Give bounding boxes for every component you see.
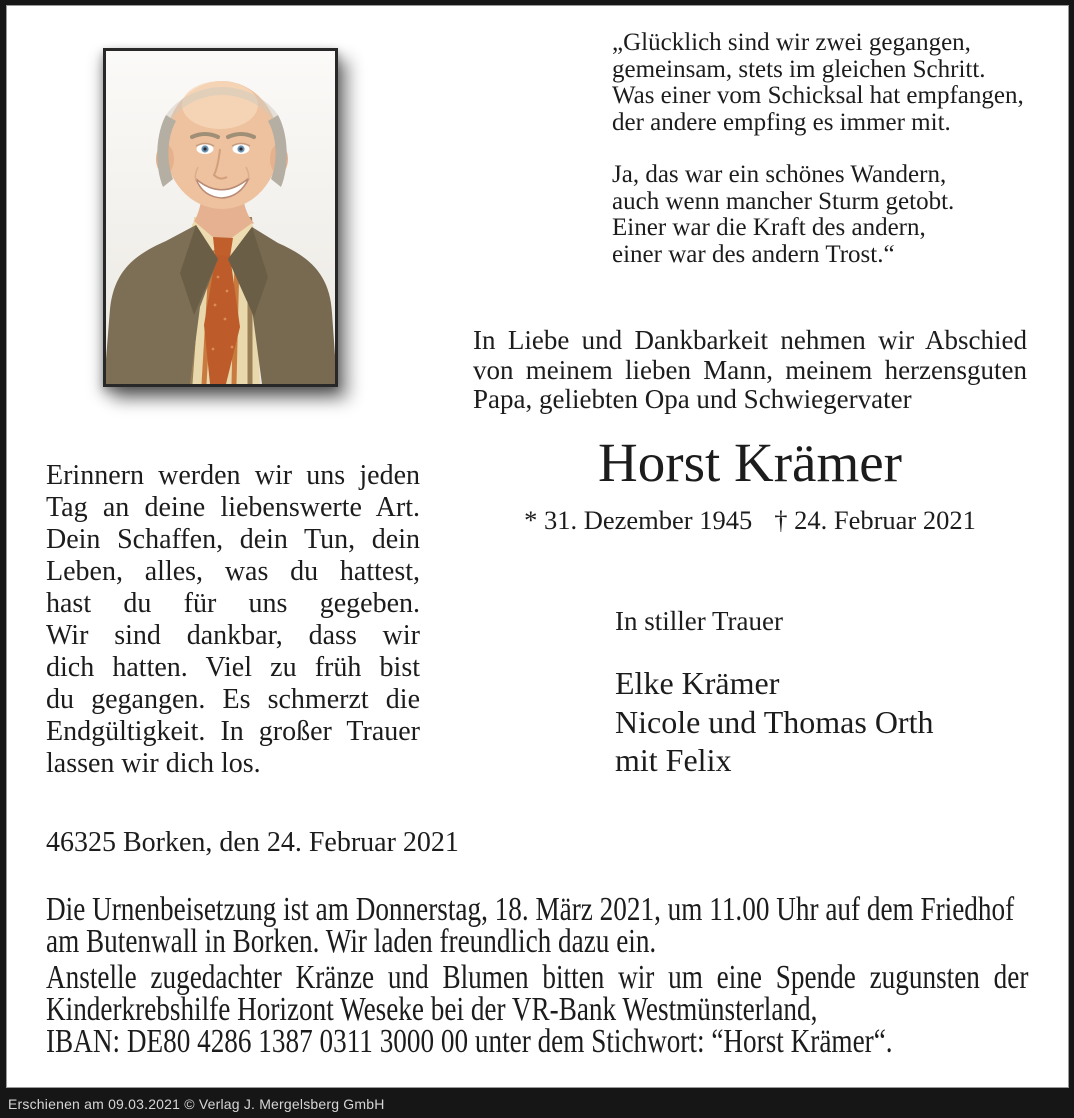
donation-line: IBAN: DE80 4286 1387 0311 3000 00 unter dem Stichwort: “Horst Krämer“. (46, 1023, 893, 1060)
poem-line: einer war des andern Trost.“ (612, 240, 895, 268)
mourner-name: mit Felix (615, 742, 732, 778)
remembrance-line: hast du für uns gegeben. (46, 588, 420, 619)
intro-line: von meinem lieben Mann, meinem herzensguten (473, 354, 1027, 385)
intro-line: Papa, geliebten Opa und Schwiegervater (473, 384, 912, 414)
remembrance-line: Tag an deine liebenswerte Art. (46, 492, 420, 523)
birth-date: * 31. Dezember 1945 (524, 505, 753, 535)
funeral-line: Die Urnenbeisetzung ist am Donnerstag, 18. März 2021, um 11.00 Uhr auf dem Friedhof (46, 891, 1015, 928)
life-dates (473, 505, 1027, 536)
poem-stanza-1 (612, 30, 1024, 136)
poem-stanza-2 (612, 162, 1024, 268)
death-date: † 24. Februar 2021 (774, 505, 976, 535)
remembrance-line: Wir sind dankbar, dass wir (46, 620, 420, 651)
remembrance-line: Dein Schaffen, dein Tun, dein (46, 524, 420, 555)
portrait-photo (106, 51, 335, 384)
mourner-name: Elke Krämer (615, 665, 780, 701)
funeral-info (46, 891, 1028, 960)
remembrance-line: du gegangen. Es schmerzt die (46, 684, 420, 715)
donation-info (46, 959, 1029, 1060)
remembrance-line: lassen wir dich los. (46, 748, 261, 779)
remembrance-text (46, 460, 420, 780)
poem-line: gemeinsam, stets im gleichen Schritt. (612, 55, 986, 83)
poem-line: auch wenn mancher Sturm getobt. (612, 187, 955, 215)
poem-line: Was einer vom Schicksal hat empfangen, (612, 82, 1024, 109)
remembrance-line: dich hatten. Viel zu früh bist (46, 652, 420, 683)
publisher-bar (0, 1088, 1074, 1118)
deceased-name: Horst Krämer (598, 432, 902, 493)
memorial-poem (612, 30, 1024, 268)
poem-line: Einer war die Kraft des andern, (612, 214, 926, 241)
poem-line: Ja, das war ein schönes Wandern, (612, 161, 947, 188)
intro-line: In Liebe und Dankbarkeit nehmen wir Abschied (473, 325, 1027, 355)
donation-line: Anstelle zugedachter Kränze und Blumen bitten wir um eine Spende zugunsten der (46, 959, 1029, 996)
remembrance-line: Endgültigkeit. In großer Trauer (46, 716, 420, 747)
mourning-heading: In stiller Trauer (615, 606, 783, 636)
portrait-photo-frame (103, 48, 338, 387)
place-dateline: 46325 Borken, den 24. Februar 2021 (46, 827, 459, 858)
mourner-name: Nicole und Thomas Orth (615, 703, 934, 740)
remembrance-line: Erinnern werden wir uns jeden (46, 460, 420, 491)
farewell-intro-text (473, 326, 1027, 415)
funeral-line: am Butenwall in Borken. Wir laden freundlich dazu ein. (46, 923, 657, 960)
remembrance-line: Leben, alles, was du hattest, (46, 556, 420, 587)
donation-line: Kinderkrebshilfe Horizont Weseke bei der VR-Bank Westmünsterland, (46, 991, 818, 1028)
poem-line: der andere empfing es immer mit. (612, 108, 951, 136)
poem-line: „Glücklich sind wir zwei gegangen, (612, 29, 971, 56)
publisher-footer: Erschienen am 09.03.2021 © Verlag J. Mergelsberg GmbH (8, 1096, 385, 1112)
mourners-list (615, 664, 933, 780)
